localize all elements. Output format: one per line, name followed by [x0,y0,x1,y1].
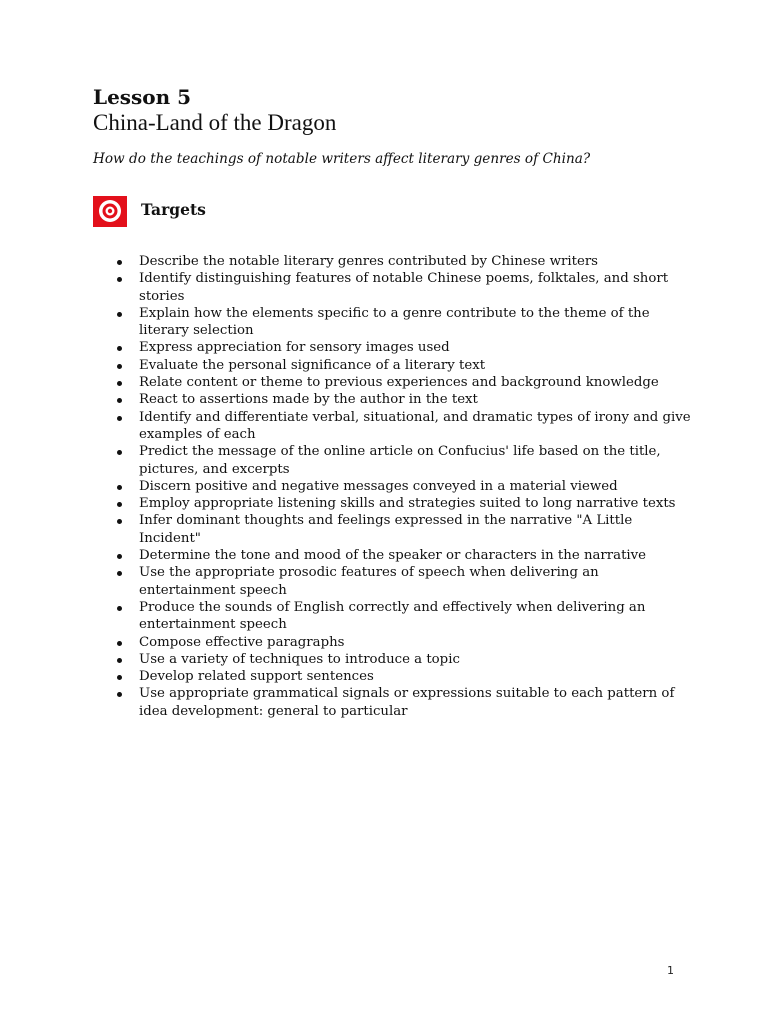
list-item: Describe the notable literary genres contributed by Chinese writers [93,253,693,270]
list-item: Use a variety of techniques to introduce a topic [93,651,693,668]
list-item: React to assertions made by the author in the text [93,391,693,408]
list-item: Develop related support sentences [93,668,693,685]
targets-header [93,195,206,227]
list-item: Employ appropriate listening skills and strategies suited to long narrative texts [93,495,693,512]
list-item: Identify distinguishing features of notable Chinese poems, folktales, and short stories [93,270,693,305]
list-item: Determine the tone and mood of the speaker or characters in the narrative [93,547,693,564]
targets-label: Targets [141,199,206,219]
list-item: Infer dominant thoughts and feelings expressed in the narrative "A Little Incident" [93,512,693,547]
essential-question: How do the teachings of notable writers affect literary genres of China? [93,151,591,167]
list-item: Use the appropriate prosodic features of speech when delivering an entertainment speech [93,564,693,599]
lesson-number: Lesson 5 [93,85,192,109]
target-icon-graphic [97,198,123,224]
list-item: Compose effective paragraphs [93,634,693,651]
list-item: Predict the message of the online article on Confucius' life based on the title, pictures, and excerpts [93,443,693,478]
list-item: Identify and differentiate verbal, situational, and dramatic types of irony and give examples of each [93,409,693,444]
target-icon [93,196,127,227]
list-item: Discern positive and negative messages conveyed in a material viewed [93,478,693,495]
page-number: 1 [667,964,674,977]
list-item: Explain how the elements specific to a genre contribute to the theme of the literary selection [93,305,693,340]
list-item: Relate content or theme to previous experiences and background knowledge [93,374,693,391]
targets-list [93,253,693,720]
list-item: Use appropriate grammatical signals or expressions suitable to each pattern of idea development: general to particular [93,685,693,720]
list-item: Evaluate the personal significance of a literary text [93,357,693,374]
lesson-title: China-Land of the Dragon [93,110,337,135]
list-item: Express appreciation for sensory images used [93,339,693,356]
list-item: Produce the sounds of English correctly and effectively when delivering an entertainment speech [93,599,693,634]
